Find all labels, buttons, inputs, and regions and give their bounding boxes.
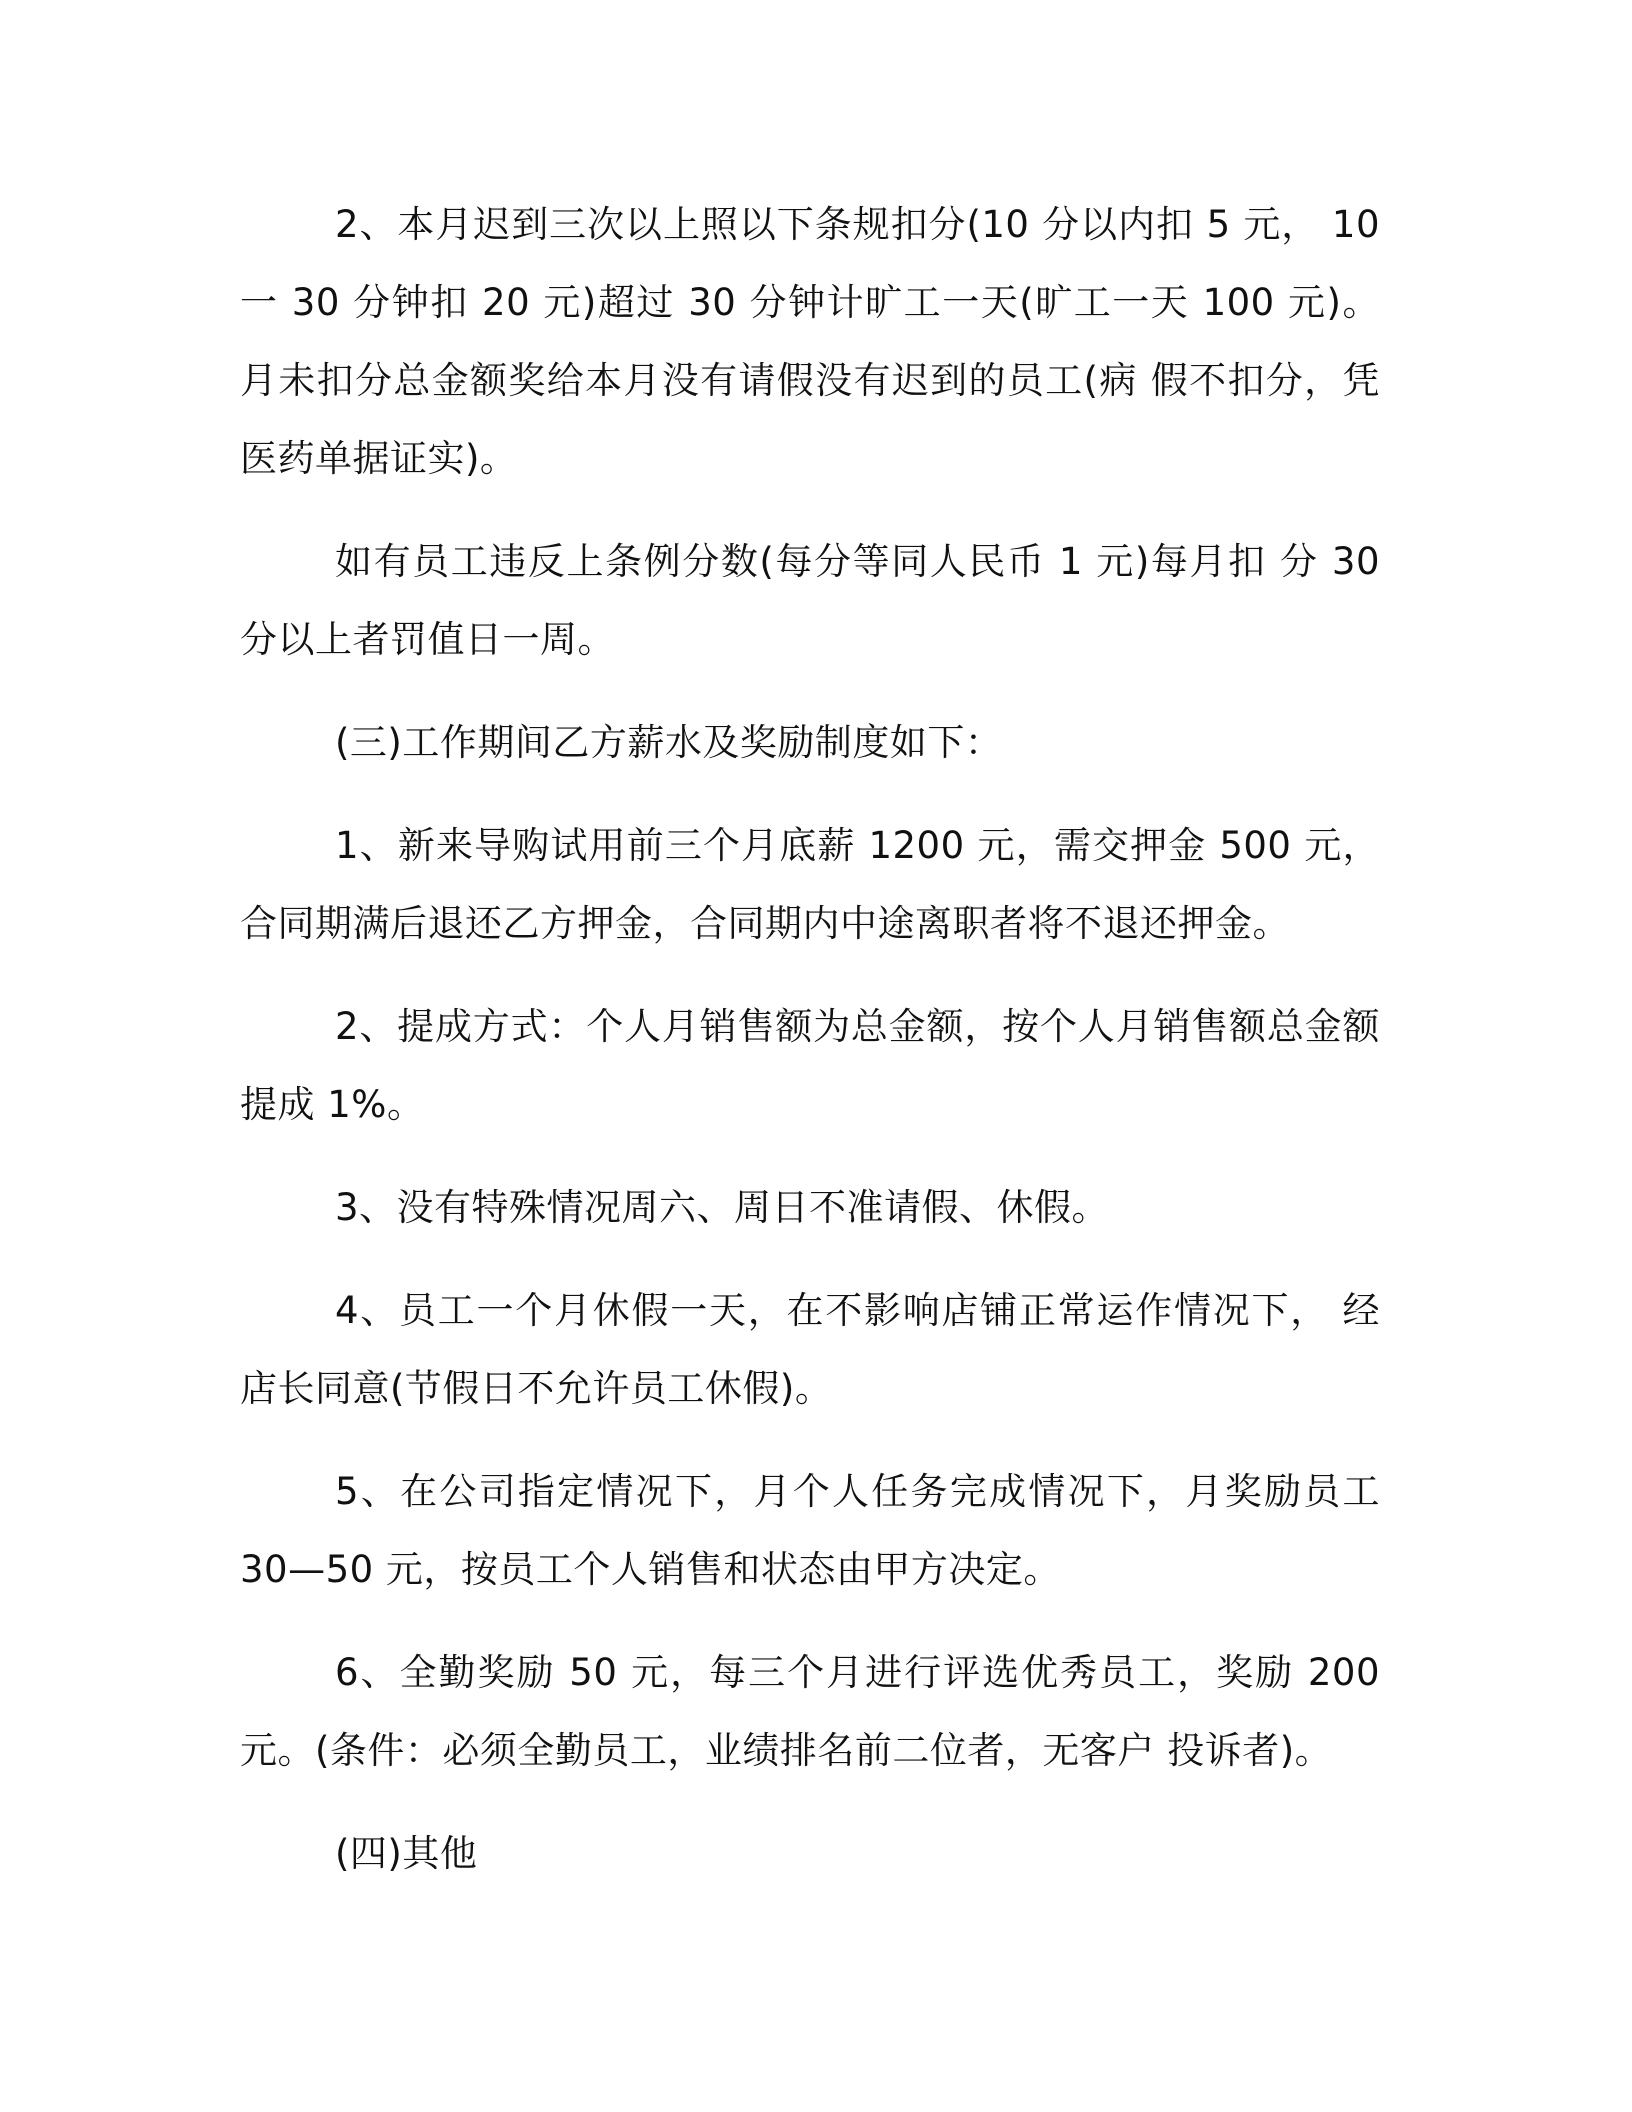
paragraph-monthly-leave: 4、员工一个月休假一天，在不影响店铺正常运作情况下， 经店长同意(节假日不允许员工休假)。 (240, 1289, 1380, 1410)
paragraph-base-salary-deposit: 1、新来导购试用前三个月底薪 1200 元，需交押金 500 元， 合同期满后退还乙方押金，合同期内中途离职者将不退还押金。 (240, 824, 1380, 945)
section-heading-salary: (三)工作期间乙方薪水及奖励制度如下： (335, 721, 1003, 764)
paragraph-monthly-reward: 5、在公司指定情况下，月个人任务完成情况下，月奖励员工 30—50 元，按员工个人销售和状态由甲方决定。 (240, 1470, 1380, 1591)
section-heading-other: (四)其他 (335, 1832, 478, 1875)
paragraph-weekend-leave: 3、没有特殊情况周六、周日不准请假、休假。 (335, 1186, 1110, 1229)
paragraph-commission: 2、提成方式：个人月销售额为总金额，按个人月销售额总金额提成 1%。 (240, 1005, 1380, 1126)
paragraph-late-deduction-rules: 2、本月迟到三次以上照以下条规扣分(10 分以内扣 5 元， 10 一 30 分钟扣 20 元)超过 30 分钟计旷工一天(旷工一天 100 元)。月未扣分总金额奖给本月没有请假没有迟到的员工(病 假不扣分，凭医药单据证实)。 (240, 203, 1380, 480)
document-body (240, 186, 1380, 1918)
paragraph-penalty-duty: 如有员工违反上条例分数(每分等同人民币 1 元)每月扣 分 30 分以上者罚值日一周。 (240, 540, 1380, 661)
paragraph-attendance-reward: 6、全勤奖励 50 元，每三个月进行评选优秀员工，奖励 200 元。(条件：必须全勤员工，业绩排名前二位者，无客户 投诉者)。 (240, 1651, 1380, 1772)
